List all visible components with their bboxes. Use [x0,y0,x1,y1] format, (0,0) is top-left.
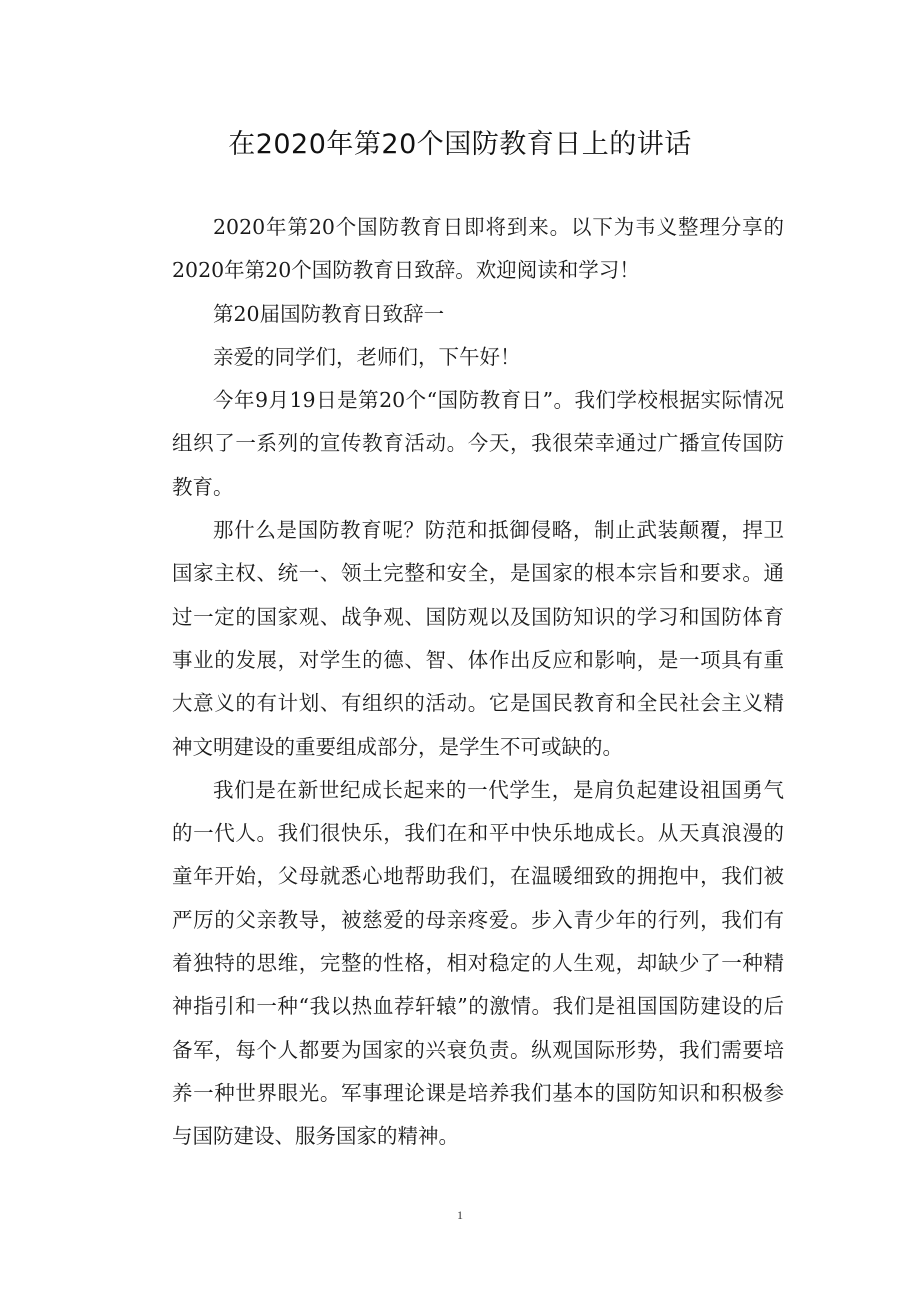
paragraph-generation: 我们是在新世纪成长起来的一代学生，是肩负起建设祖国勇气的一代人。我们很快乐，我们在和平中快乐地成长。从天真浪漫的童年开始，父母就悉心地帮助我们，在温暖细致的拥抱中，我们被严厉的父亲教导，被慈爱的母亲疼爱。步入青少年的行列，我们有着独特的思维，完整的性格，相对稳定的人生观，却缺少了一种精神指引和一种“我以热血荐轩辕”的激情。我们是祖国国防建设的后备军，每个人都要为国家的兴衰负责。纵观国际形势，我们需要培养一种世界眼光。军事理论课是培养我们基本的国防知识和积极参与国防建设、服务国家的精神。 [172,777,784,1149]
paragraph-definition: 那什么是国防教育呢？防范和抵御侵略，制止武装颠覆，捍卫国家主权、统一、领土完整和安全，是国家的根本宗旨和要求。通过一定的国家观、战争观、国防观以及国防知识的学习和国防体育事业的发展，对学生的德、智、体作出反应和影响，是一项具有重大意义的有计划、有组织的活动。它是国民教育和全民社会主义精神文明建设的重要组成部分，是学生不可或缺的。 [172,518,784,759]
document-body [172,206,784,1159]
document-title: 在2020年第20个国防教育日上的讲话 [228,129,692,160]
paragraph-speech-heading: 第20届国防教育日致辞一 [213,301,445,326]
page-number: 1 [457,1208,463,1222]
paragraph-occasion: 今年9月19日是第20个“国防教育日”。我们学校根据实际情况组织了一系列的宣传教育活动。今天，我很荣幸通过广播宣传国防教育。 [172,388,784,499]
paragraph-greeting: 亲爱的同学们，老师们，下午好！ [213,344,521,369]
paragraph-intro: 2020年第20个国防教育日即将到来。以下为韦义整理分享的2020年第20个国防教育日致辞。欢迎阅读和学习！ [172,215,784,283]
